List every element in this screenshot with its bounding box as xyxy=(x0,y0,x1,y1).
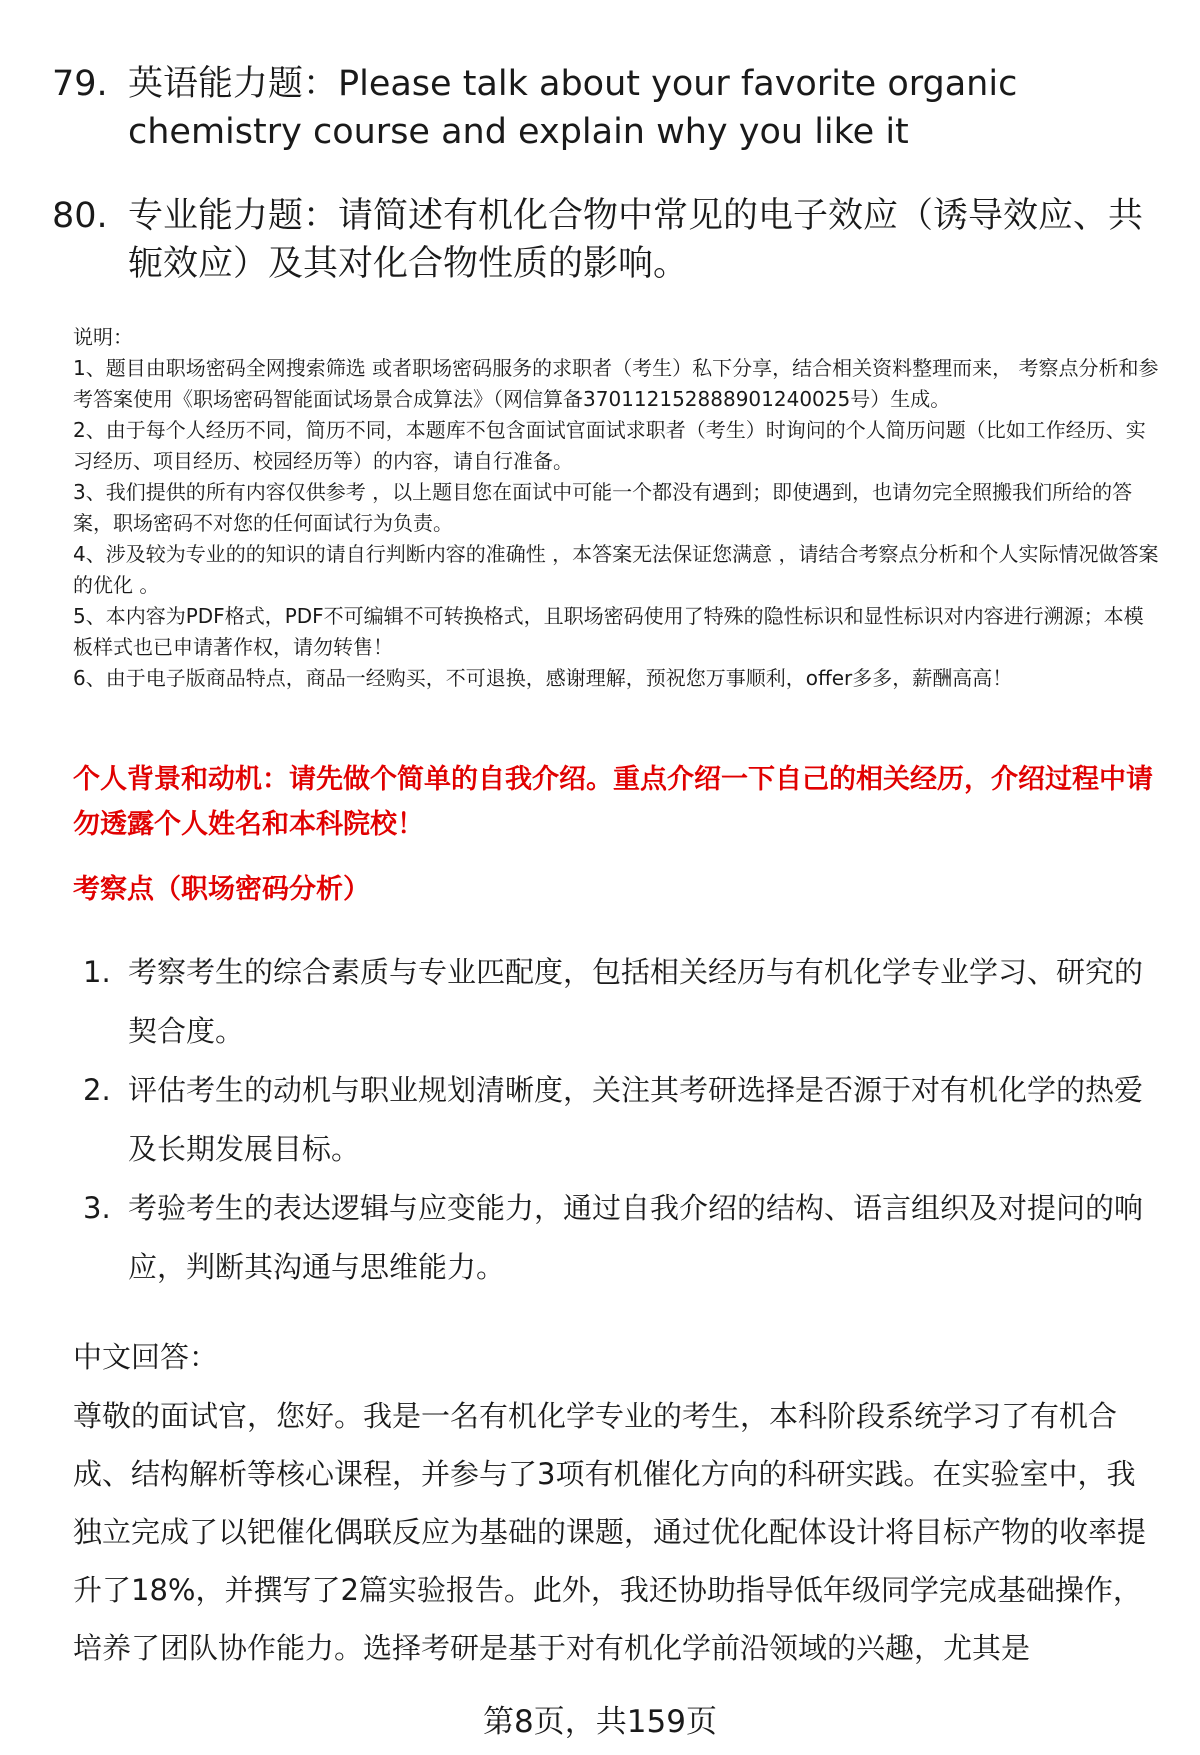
note-item: 2、由于每个人经历不同，简历不同，本题库不包含面试官面试求职者（考生）时询问的个人简历问题（比如工作经历、实习经历、项目经历、校园经历等）的内容，请自行准备。 xyxy=(73,418,1146,473)
point-number: 1. xyxy=(83,955,111,989)
list-item xyxy=(83,1061,1163,1179)
list-item xyxy=(83,1179,1163,1297)
page-footer: 第8页，共159页 xyxy=(483,1704,717,1740)
point-number: 2. xyxy=(83,1073,111,1107)
note-item: 4、涉及较为专业的的知识的请自行判断内容的准确性 ，本答案无法保证您满意 ，请结合考察点分析和个人实际情况做答案的优化 。 xyxy=(73,542,1159,597)
question-text: 英语能力题：Please talk about your favorite organic chemistry course and explain why you like it xyxy=(128,64,1018,152)
question-number: 79. xyxy=(52,64,108,104)
background-question: 个人背景和动机：请先做个简单的自我介绍。重点介绍一下自己的相关经历，介绍过程中请勿透露个人姓名和本科院校！ xyxy=(73,764,1153,840)
list-item xyxy=(83,943,1163,1061)
note-item: 1、题目由职场密码全网搜索筛选 或者职场密码服务的求职者（考生）私下分享，结合相关资料整理而来， 考察点分析和参考答案使用《职场密码智能面试场景合成算法》（网信算备370112152888901240025号）生成。 xyxy=(73,356,1159,411)
point-text: 考验考生的表达逻辑与应变能力，通过自我介绍的结构、语言组织及对提问的响应，判断其沟通与思维能力。 xyxy=(128,1191,1144,1284)
note-item: 5、本内容为PDF格式，PDF不可编辑不可转换格式，且职场密码使用了特殊的隐性标识和显性标识对内容进行溯源；本模板样式也已申请著作权，请勿转售！ xyxy=(73,604,1144,659)
point-text: 考察考生的综合素质与专业匹配度，包括相关经历与有机化学专业学习、研究的契合度。 xyxy=(128,955,1144,1048)
analysis-heading: 考察点（职场密码分析） xyxy=(73,874,370,905)
point-text: 评估考生的动机与职业规划清晰度，关注其考研选择是否源于对有机化学的热爱及长期发展目标。 xyxy=(128,1073,1144,1166)
disclaimer-notes xyxy=(73,322,1163,694)
analysis-points xyxy=(83,943,1163,1297)
note-item: 6、由于电子版商品特点，商品一经购买，不可退换，感谢理解，预祝您万事顺利，offer多多，薪酬高高！ xyxy=(73,666,1013,690)
question-80 xyxy=(52,192,1162,288)
answer-label: 中文回答： xyxy=(73,1340,219,1374)
point-number: 3. xyxy=(83,1191,111,1225)
notes-heading: 说明： xyxy=(73,325,133,349)
note-item: 3、我们提供的所有内容仅供参考 ，以上题目您在面试中可能一个都没有遇到；即使遇到，也请勿完全照搬我们所给的答案，职场密码不对您的任何面试行为负责。 xyxy=(73,480,1133,535)
question-number: 80. xyxy=(52,196,108,236)
question-text: 专业能力题：请简述有机化合物中常见的电子效应（诱导效应、共轭效应）及其对化合物性质的影响。 xyxy=(128,196,1144,284)
question-79 xyxy=(52,60,1162,156)
answer-body: 尊敬的面试官，您好。我是一名有机化学专业的考生，本科阶段系统学习了有机合成、结构解析等核心课程，并参与了3项有机催化方向的科研实践。在实验室中，我独立完成了以钯催化偶联反应为基础的课题，通过优化配体设计将目标产物的收率提升了18%，并撰写了2篇实验报告。此外，我还协助指导低年级同学完成基础操作，培养了团队协作能力。选择考研是基于对有机化学前沿领域的兴趣，尤其是 xyxy=(73,1399,1147,1665)
